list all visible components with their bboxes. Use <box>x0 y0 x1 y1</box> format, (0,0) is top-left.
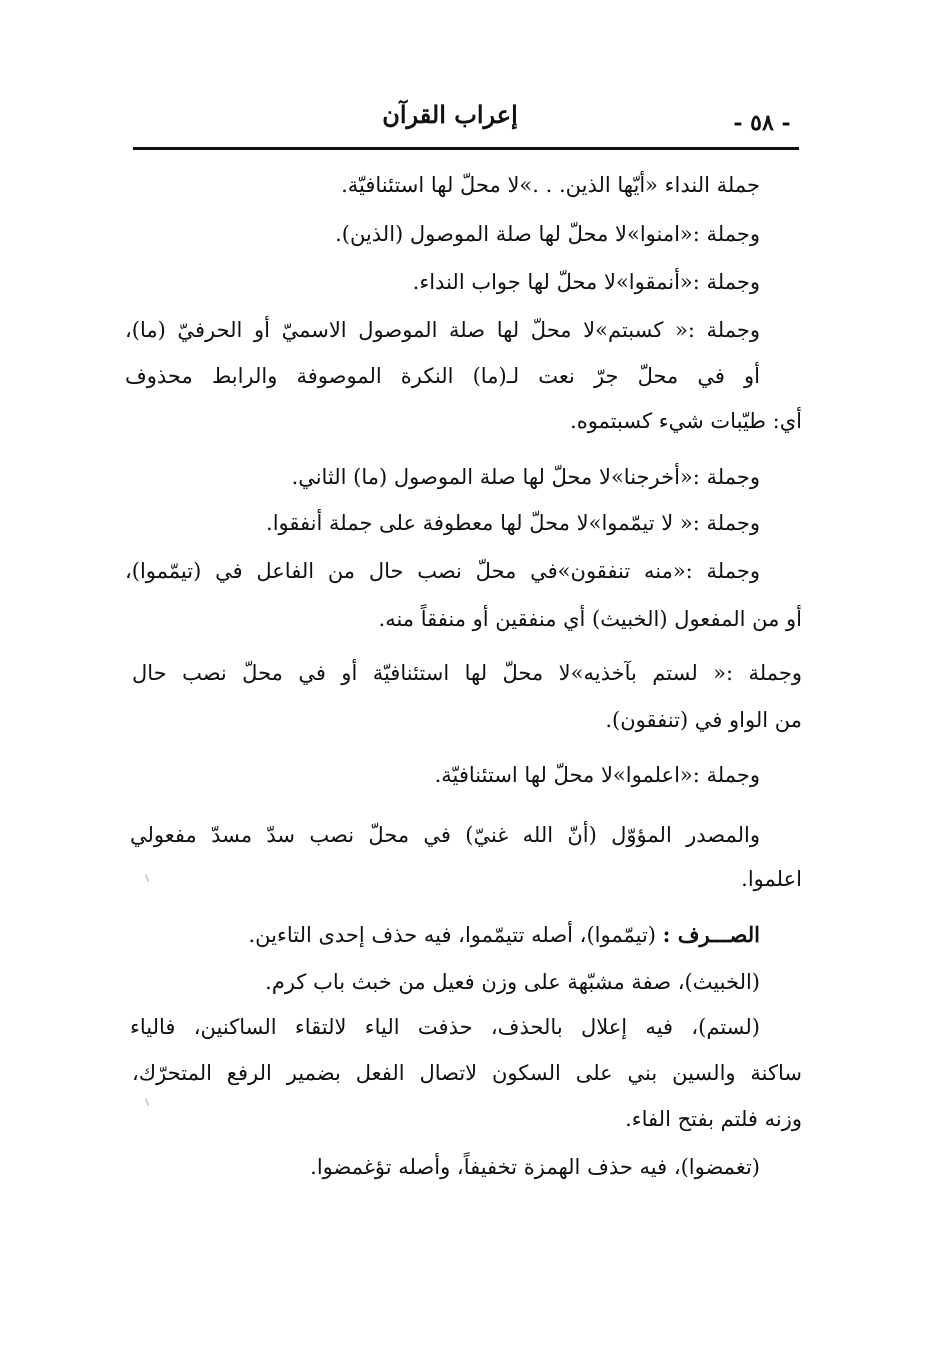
text-line: أو من المفعول (الخبيث) أي منفقين أو منفقاً منه. <box>378 607 802 631</box>
text-line: من الواو في (تنفقون). <box>605 708 802 732</box>
text-fragment: (تيمّموا)، أصله تتيمّموا، فيه حذف إحدى التاءين. <box>248 923 656 947</box>
text-line: وزنه فلتم بفتح الفاء. <box>625 1107 802 1131</box>
sarf-line <box>248 920 760 950</box>
text-line: أو في محلّ جرّ نعت لـ(ما) النكرة الموصوفة والرابط محذوف <box>125 364 760 388</box>
text-line: وجملة :«أخرجنا»لا محلّ لها صلة الموصول (ما) الثاني. <box>291 465 760 489</box>
scan-speck <box>144 874 149 882</box>
text-line: وجملة :«اعلموا»لا محلّ لها استئنافيّة. <box>434 763 760 787</box>
header-divider <box>133 147 799 150</box>
text-line: جملة النداء «أيّها الذين. . .»لا محلّ لها استئنافيّة. <box>341 173 760 197</box>
text-line: (الخبيث)، صفة مشبّهة على وزن فعيل من خبث باب كرم. <box>265 970 760 994</box>
section-heading: الصـــرف : <box>662 922 760 947</box>
text-line: وجملة :«منه تنفقون»في محلّ نصب حال من الفاعل في (تيمّموا)، <box>125 559 760 583</box>
page-number: - ٥٨ - <box>733 110 791 136</box>
text-line: ساكنة والسين بني على السكون لاتصال الفعل بضمير الرفع المتحرّك، <box>132 1061 802 1085</box>
page-title: إعراب القرآن <box>382 100 518 129</box>
text-line: وجملة :« لستم بآخذيه»لا محلّ لها استئنافيّة أو في محلّ نصب حال <box>132 661 802 685</box>
text-line: وجملة :«امنوا»لا محلّ لها صلة الموصول (الذين). <box>335 222 760 246</box>
text-line: أي: طيّبات شيء كسبتموه. <box>570 409 802 433</box>
scan-speck <box>144 1098 149 1106</box>
text-line: (تغمضوا)، فيه حذف الهمزة تخفيفاً، وأصله تؤغمضوا. <box>310 1155 760 1179</box>
text-line: وجملة :« لا تيمّموا»لا محلّ لها معطوفة على جملة أنفقوا. <box>266 511 760 535</box>
text-line: اعلموا. <box>741 867 802 891</box>
text-line: والمصدر المؤوّل (أنّ الله غنيّ) في محلّ نصب سدّ مسدّ مفعولي <box>130 823 760 847</box>
text-line: (لستم)، فيه إعلال بالحذف، حذفت الياء لالتقاء الساكنين، فالياء <box>130 1015 760 1039</box>
text-line: وجملة :« كسبتم»لا محلّ لها صلة الموصول الاسميّ أو الحرفيّ (ما)، <box>125 318 760 342</box>
text-line: وجملة :«أنمقوا»لا محلّ لها جواب النداء. <box>412 270 760 294</box>
